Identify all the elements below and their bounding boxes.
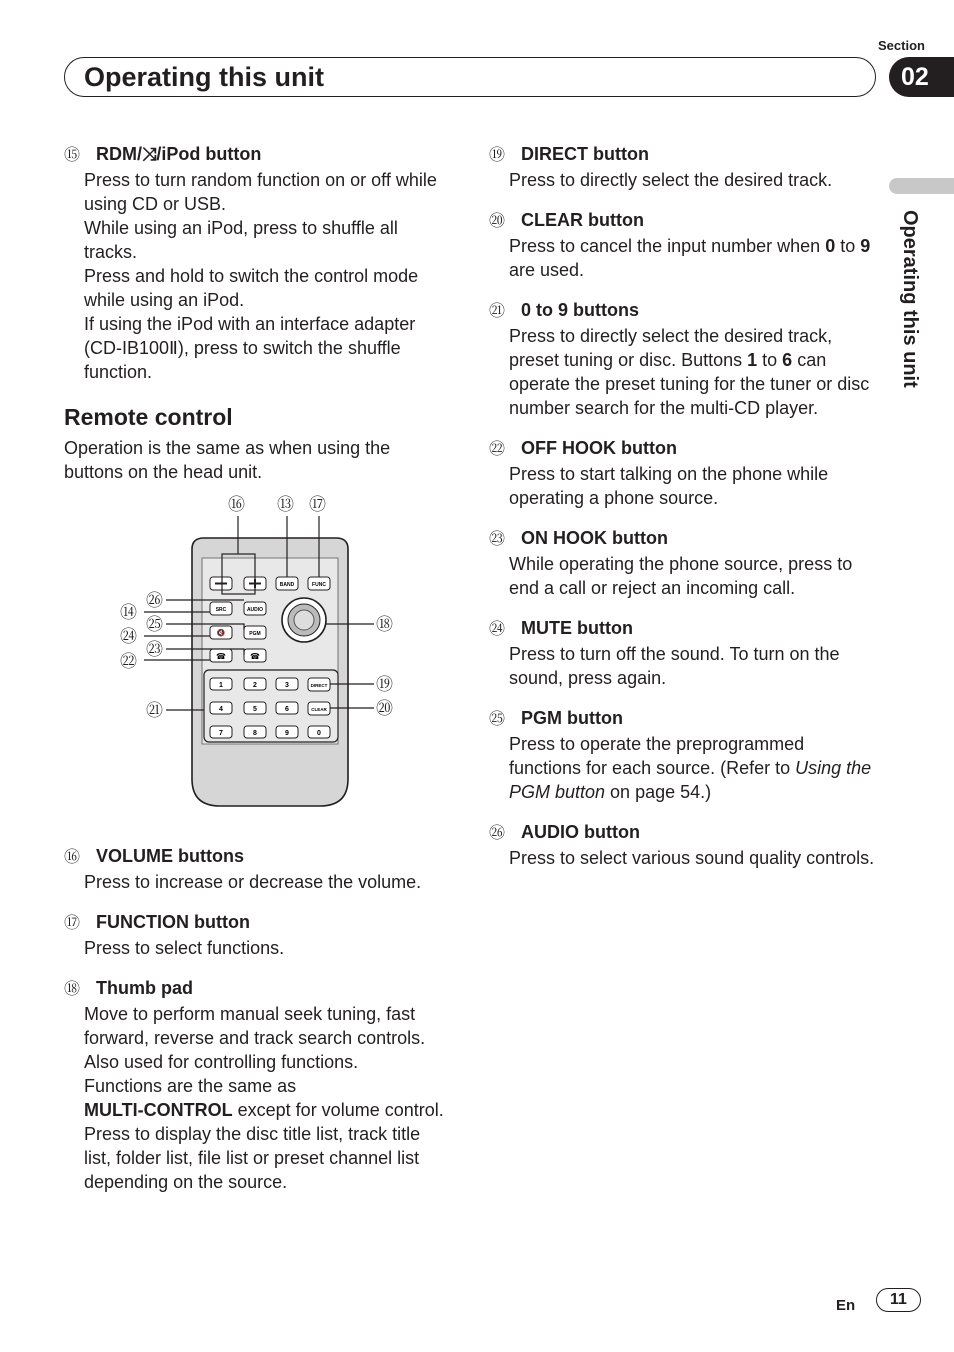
side-tab-marker: [889, 178, 954, 194]
item-pgm-button: [489, 706, 879, 804]
item-title: CLEAR button: [521, 210, 644, 230]
item-number: ⑳: [489, 213, 506, 230]
item-text: Press to operate the preprogrammed functions for each source. (Refer to Using the PGM button on page 54.): [509, 734, 872, 802]
digit-6-button: [276, 702, 298, 714]
volume-minus-button: [210, 577, 232, 590]
remote-control-heading: Remote control: [64, 404, 233, 430]
item-mute-button: [489, 616, 879, 690]
audio-button: [244, 602, 266, 615]
item-title: VOLUME buttons: [96, 846, 244, 866]
item-title: FUNCTION button: [96, 912, 250, 932]
svg-text:PGM: PGM: [249, 631, 261, 637]
digit-0-button: [308, 726, 330, 738]
svg-text:CLEAR: CLEAR: [311, 707, 327, 712]
thumb-pad: [282, 598, 326, 642]
item-title: MUTE button: [521, 618, 633, 638]
item-direct-button: [489, 142, 879, 192]
item-thumb-pad: [64, 976, 444, 1194]
callout-22: ㉒: [120, 652, 137, 671]
item-text: Press to display the disc title list, track title list, folder list, file list or preset channel list depending on the source.: [84, 1124, 421, 1192]
svg-text:8: 8: [253, 730, 257, 737]
item-text: While using an iPod, press to shuffle all tracks.: [84, 218, 398, 262]
item-text: Press to select functions.: [84, 938, 285, 958]
clear-button: [308, 702, 330, 715]
svg-text:DIRECT: DIRECT: [310, 683, 328, 688]
callout-17: ⑰: [309, 495, 326, 514]
callout-18: ⑱: [376, 615, 393, 634]
svg-text:9: 9: [285, 730, 289, 737]
item-text: Press to select various sound quality controls.: [509, 848, 875, 868]
svg-text:AUDIO: AUDIO: [246, 607, 264, 613]
digit-2-button: [244, 678, 266, 690]
svg-text:2: 2: [253, 682, 257, 689]
item-title: Thumb pad: [96, 978, 193, 998]
digit-1-button: [210, 678, 232, 690]
digit-5-button: [244, 702, 266, 714]
item-off-hook-button: [489, 436, 879, 510]
svg-text:0: 0: [317, 730, 321, 737]
callout-25: ㉕: [146, 615, 163, 634]
svg-text:SRC: SRC: [215, 607, 227, 613]
language-code: En: [836, 1297, 856, 1314]
callout-21: ㉑: [146, 701, 163, 720]
item-text: Press to directly select the desired track, preset tuning or disc. Buttons 1 to 6 can operate the preset tuning for the tuner or disc number search for the multi-CD player.: [509, 326, 870, 418]
svg-text:5: 5: [253, 706, 257, 713]
svg-text:3: 3: [285, 682, 289, 689]
callout-26: ㉖: [146, 591, 163, 610]
callout-20: ⑳: [376, 699, 393, 718]
svg-text:1: 1: [219, 682, 223, 689]
item-number: ⑰: [64, 915, 81, 932]
pgm-button: [244, 626, 266, 639]
item-text: Also used for controlling functions.: [84, 1052, 359, 1072]
item-text: Press and hold to switch the control mode while using an iPod.: [84, 266, 419, 310]
digit-4-button: [210, 702, 232, 714]
item-title: RDM/⤨/iPod button: [96, 144, 262, 164]
callout-14: ⑭: [120, 603, 137, 622]
svg-text:🔇: 🔇: [216, 630, 226, 637]
remote-control-diagram: [64, 494, 444, 834]
svg-text:6: 6: [285, 706, 289, 713]
item-text: Press to cancel the input number when 0 to 9 are used.: [509, 236, 871, 280]
svg-text:4: 4: [219, 706, 223, 713]
item-title: AUDIO button: [521, 822, 640, 842]
callout-16: ⑯: [228, 495, 245, 514]
item-number: ⑱: [64, 981, 81, 998]
item-text: While operating the phone source, press to end a call or reject an incoming call.: [509, 554, 853, 598]
digit-9-button: [276, 726, 298, 738]
band-button: [276, 577, 298, 590]
off-hook-button: [210, 649, 232, 662]
left-column: [64, 142, 444, 1210]
item-number: ⑲: [489, 147, 506, 164]
on-hook-button: [244, 649, 266, 662]
src-button: [210, 602, 232, 615]
page-title: Operating this unit: [84, 62, 324, 92]
item-number: ㉖: [489, 825, 506, 842]
item-number: ㉕: [489, 711, 506, 728]
digit-8-button: [244, 726, 266, 738]
item-title: DIRECT button: [521, 144, 649, 164]
item-0-to-9-buttons: [489, 298, 879, 420]
item-number: ㉒: [489, 441, 506, 458]
item-on-hook-button: [489, 526, 879, 600]
func-button: [308, 577, 330, 590]
item-title: 0 to 9 buttons: [521, 300, 639, 320]
callout-24: ㉔: [120, 627, 137, 646]
item-audio-button: [489, 820, 879, 870]
item-text: Move to perform manual seek tuning, fast forward, reverse and track search controls.: [84, 1004, 426, 1048]
item-number: ⑯: [64, 849, 81, 866]
remote-control-intro: Operation is the same as when using the buttons on the head unit.: [64, 438, 391, 482]
item-text: Press to start talking on the phone while operating a phone source.: [509, 464, 829, 508]
mute-button: [210, 626, 232, 639]
digit-3-button: [276, 678, 298, 690]
item-number: ㉑: [489, 303, 506, 320]
item-text: Press to turn off the sound. To turn on the sound, press again.: [509, 644, 840, 688]
digit-7-button: [210, 726, 232, 738]
page-number: 11: [876, 1288, 921, 1312]
right-column: [489, 142, 879, 886]
item-number: ㉔: [489, 621, 506, 638]
svg-text:☎: ☎: [250, 652, 260, 661]
section-label: Section: [878, 38, 925, 53]
svg-text:BAND: BAND: [279, 582, 295, 588]
callout-13: ⑬: [277, 495, 294, 514]
svg-text:☎: ☎: [216, 652, 226, 661]
callout-19: ⑲: [376, 675, 393, 694]
item-title: ON HOOK button: [521, 528, 668, 548]
item-function-button: [64, 910, 444, 960]
item-text: Press to turn random function on or off while using CD or USB.: [84, 170, 437, 214]
item-text: Functions are the same as MULTI-CONTROL except for volume control.: [84, 1076, 444, 1120]
item-title: OFF HOOK button: [521, 438, 677, 458]
item-title: PGM button: [521, 708, 623, 728]
item-rdm-ipod-button: [64, 142, 444, 384]
svg-text:FUNC: FUNC: [312, 582, 326, 588]
callout-23: ㉓: [146, 640, 163, 659]
direct-button: [308, 678, 330, 691]
item-volume-buttons: [64, 844, 444, 894]
side-section-label: Operating this unit: [899, 210, 921, 388]
item-text: Press to increase or decrease the volume.: [84, 872, 422, 892]
section-number-badge: 02: [889, 57, 954, 97]
item-text: Press to directly select the desired track.: [509, 170, 833, 190]
item-clear-button: [489, 208, 879, 282]
item-text: If using the iPod with an interface adapter (CD-IB100Ⅱ), press to switch the shuffle function.: [84, 314, 416, 382]
svg-text:7: 7: [219, 730, 223, 737]
item-number: ㉓: [489, 531, 506, 548]
item-number: ⑮: [64, 147, 81, 164]
remote-control-illustration: [64, 494, 444, 834]
